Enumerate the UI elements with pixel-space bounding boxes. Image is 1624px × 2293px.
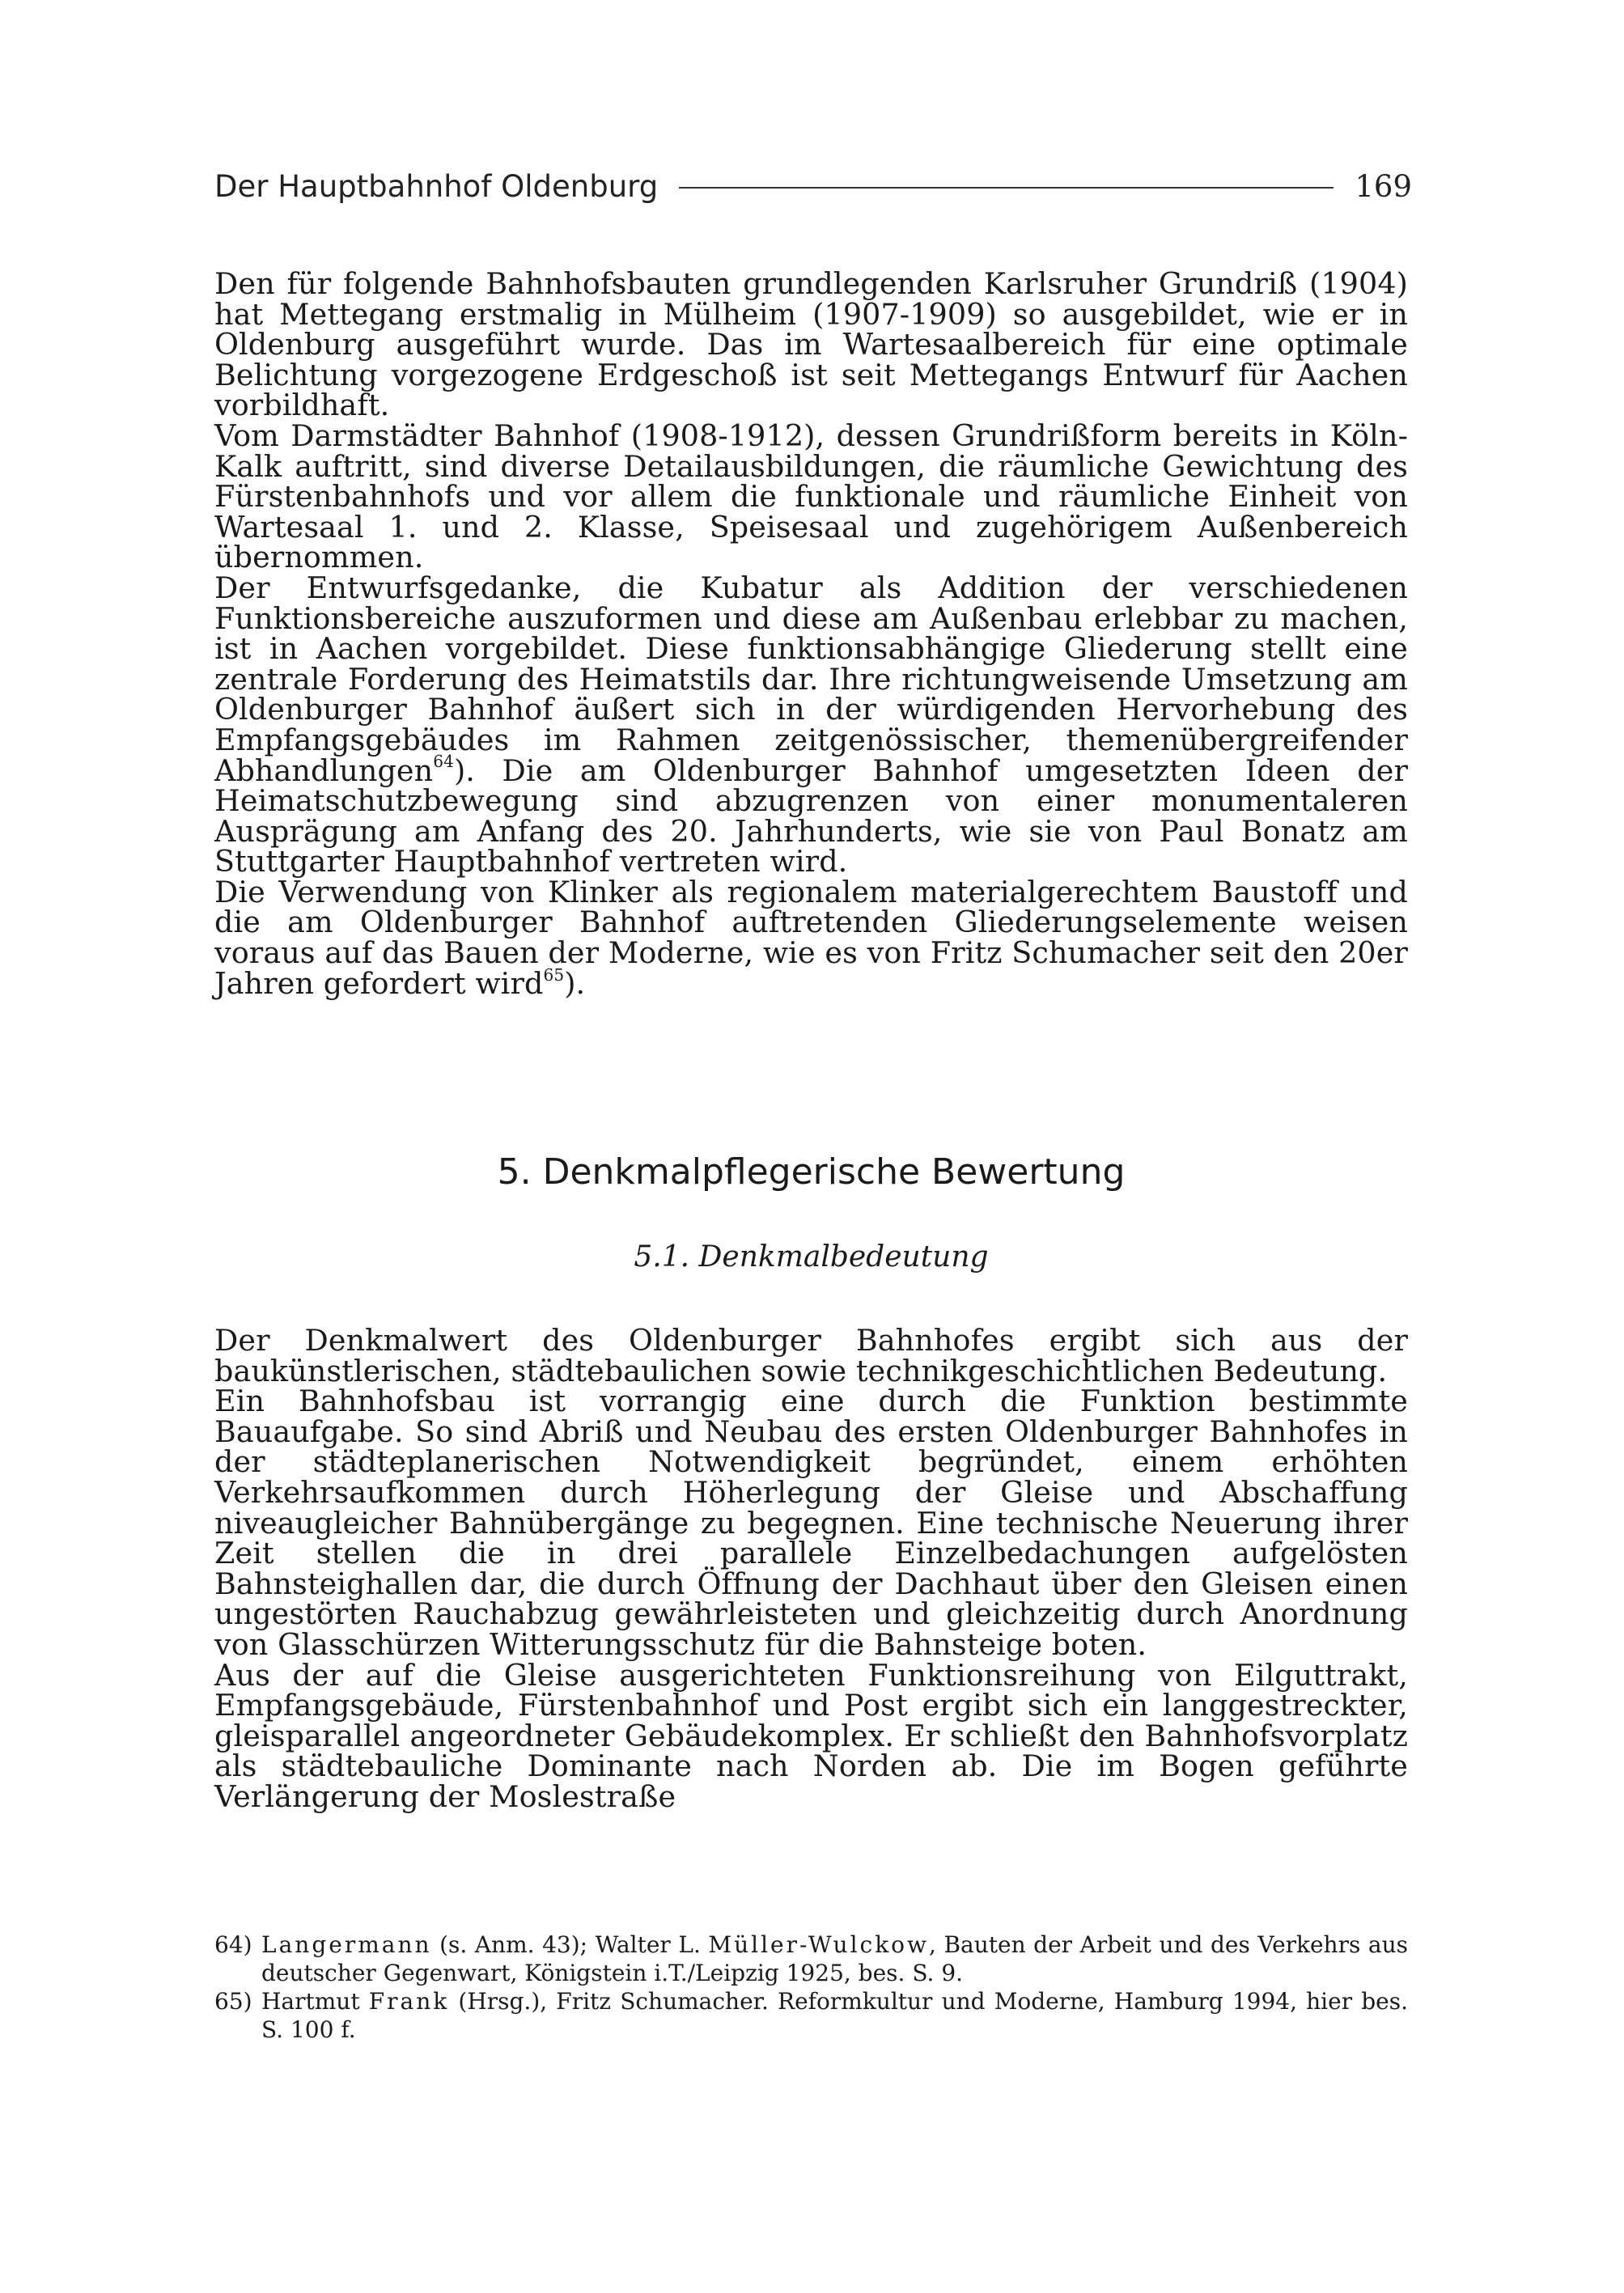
footnote-author: Frank (368, 1988, 450, 2015)
footnote-author: Langermann (261, 1931, 432, 1958)
footnote-text-part: (Hrsg.), Fritz Schumacher. Reformkultur und Moderne, Hamburg 1994, hier bes. S. 100 f. (261, 1988, 1408, 2043)
footnote-65 (214, 1987, 1408, 2044)
running-header (214, 162, 1412, 210)
footnote-text (261, 1987, 1408, 2044)
paragraph-2: Vom Darmstädter Bahnhof (1908-1912), dessen Grundrißform bereits in Köln-Kalk auftritt, sind diverse Detailausbildungen, die räumliche Gewichtung des Fürstenbahnhofs und vor allem die funktionale und räumliche Einheit von Wartesaal 1. und 2. Klasse, Speisesaal und zugehörigem Außenbereich übernommen. (214, 417, 1408, 575)
footnote-author: Müller-Wulckow (708, 1931, 930, 1958)
section-heading: 5. Denkmalpflegerische Bewertung (497, 1151, 1126, 1193)
paragraph-3-text-cont: ). Die am Oldenburger Bahnhof umgesetzten Ideen der Heimatschutzbewegung sind abzugrenzen von einer monumentaleren Ausprägung am Anfang des 20. Jahrhunderts, wie sie von Paul Bonatz am Stuttgarter Hauptbahnhof vertreten wird. (214, 752, 1408, 879)
section-paragraph-2: Ein Bahnhofsbau ist vorrangig eine durch die Funktion bestimmte Bauaufgabe. So sind Abriß und Neubau des ersten Oldenburger Bahnhofes in der städteplanerischen Notwendigkeit begründet, einem erhöhten Verkehrsaufkommen durch Höherlegung der Gleise und Abschaffung niveaugleicher Bahnübergänge zu begegnen. Eine technische Neuerung ihrer Zeit stellen die in drei parallele Einzelbedachungen aufgelösten Bahnsteighallen dar, die durch Öffnung der Dachhaut über den Gleisen einen ungestörten Rauchabzug gewährleisteten und gleichzeitig durch Anordnung von Glasschürzen Witterungsschutz für die Bahnsteige boten. (214, 1384, 1408, 1662)
body-text-top (214, 266, 1408, 1001)
body-text-section (214, 1325, 1408, 1812)
header-rule (679, 187, 1334, 189)
page-number: 169 (1355, 168, 1412, 204)
footnote-ref-64: 64 (433, 752, 454, 772)
footnote-number: 64) (214, 1931, 252, 1958)
footnote-text-part: (s. Anm. 43); Walter L. (431, 1931, 709, 1958)
running-header-title: Der Hauptbahnhof Oldenburg (214, 168, 659, 204)
footnote-64 (214, 1931, 1408, 1987)
paragraph-3 (214, 570, 1408, 879)
section-paragraph-3: Aus der auf die Gleise ausgerichteten Funktionsreihung von Eilguttrakt, Empfangsgebäude, Fürstenbahnhof und Post ergibt sich ein langgestreckter, gleisparallel angeordneter Gebäudekomplex. Er schließt den Bahnhofsvorplatz als städtebauliche Dominante nach Norden ab. Die im Bogen geführte Verlängerung der Moslestraße (214, 1657, 1408, 1814)
paragraph-3-text: Der Entwurfsgedanke, die Kubatur als Addition der verschiedenen Funktionsbereiche auszuformen und diese am Außenbau erlebbar zu machen, ist in Aachen vorgebildet. Diese funktionsabhängige Gliederung stellt eine zentrale Forderung des Heimatstils dar. Ihre richtungweisende Umsetzung am Oldenburger Bahnhof äußert sich in der würdigenden Hervorhebung des Empfangsgebäudes im Rahmen zeitgenössischer, themenübergreifender Abhandlungen (214, 570, 1408, 788)
footnote-text-part: , Bauten der Arbeit und des Verkehrs aus deutscher Gegenwart, Königstein i.T./Leipzig 1925, bes. S. 9. (261, 1931, 1408, 1986)
paragraph-4 (214, 874, 1408, 1001)
paragraph-4-text-cont: ). (564, 965, 586, 1001)
paragraph-4-text: Die Verwendung von Klinker als regionalem materialgerechtem Baustoff und die am Oldenburger Bahnhof auftretenden Gliederungselemente weisen voraus auf das Bauen der Moderne, wie es von Fritz Schumacher seit den 20er Jahren gefordert wird (214, 874, 1408, 1001)
paragraph-1: Den für folgende Bahnhofsbauten grundlegenden Karlsruher Grundriß (1904) hat Mettegang erstmalig in Mülheim (1907-1909) so ausgebildet, wie er in Oldenburg ausgeführt wurde. Das im Wartesaalbereich für eine optimale Belichtung vorgezogene Erdgeschoß ist seit Mettegangs Entwurf für Aachen vorbildhaft. (214, 266, 1408, 423)
section-paragraph-1: Der Denkmalwert des Oldenburger Bahnhofes ergibt sich aus der baukünstlerischen, städtebaulichen sowie technikgeschichtlichen Bedeutung. (214, 1323, 1408, 1388)
footnote-number: 65) (214, 1988, 252, 2015)
footnote-text (261, 1931, 1408, 1987)
subsection-heading: 5.1. Denkmalbedeutung (634, 1240, 989, 1274)
footnote-text-part: Hartmut (261, 1988, 369, 2015)
footnote-ref-65: 65 (543, 964, 565, 985)
footnotes (214, 1931, 1408, 2044)
